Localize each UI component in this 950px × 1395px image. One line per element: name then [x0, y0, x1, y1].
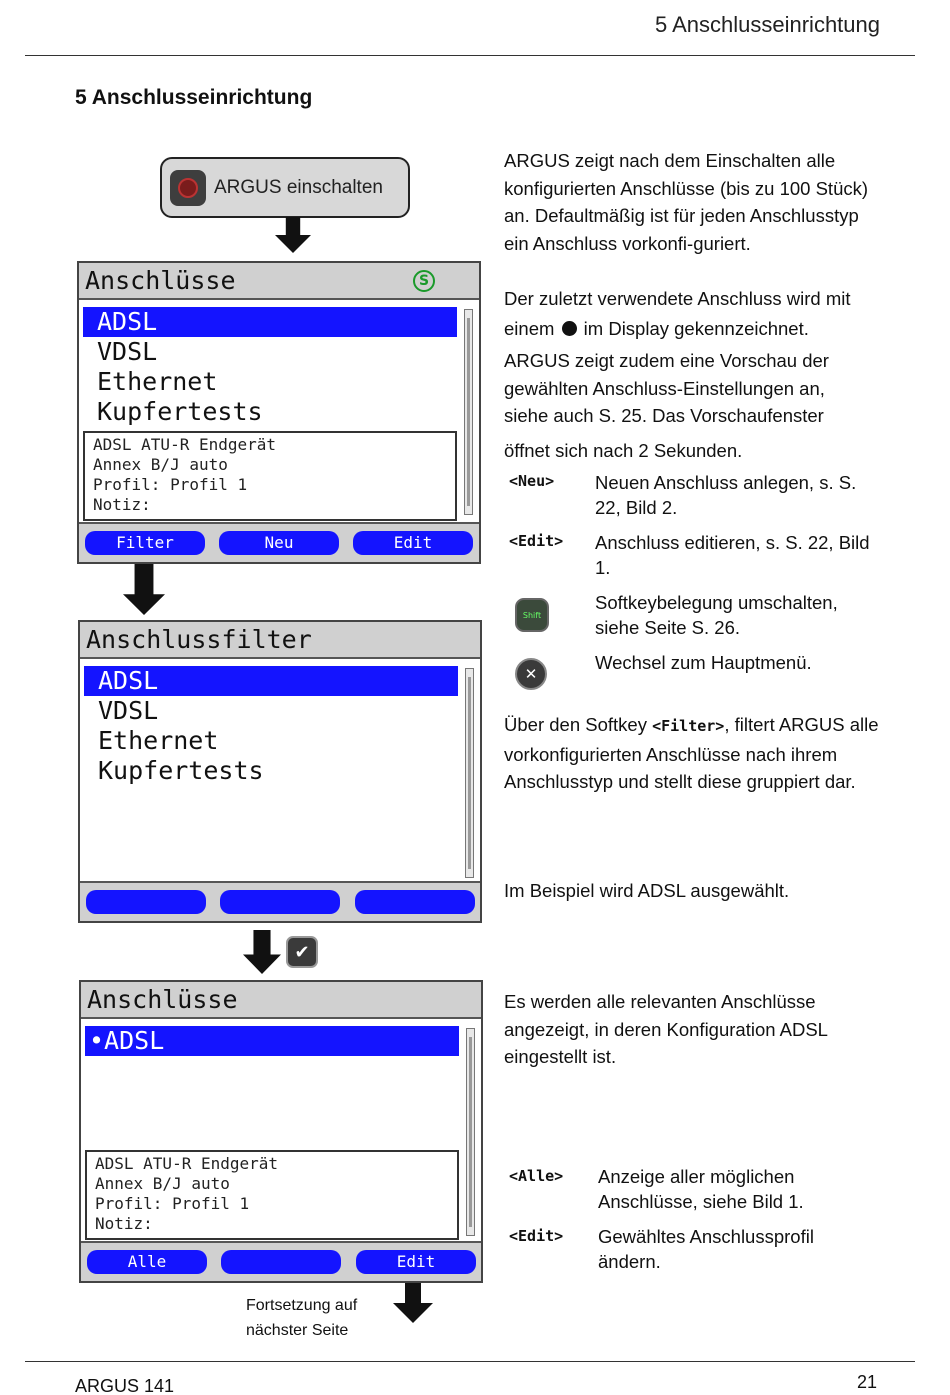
softkey-description: Softkeybelegung umschalten, siehe Seite S. 26. — [595, 592, 838, 638]
paragraph: einem im Display gekennzeichnet. — [504, 318, 809, 339]
power-callout — [160, 157, 410, 218]
header-rule — [25, 55, 915, 56]
filter-list[interactable] — [84, 666, 458, 786]
bullet-marker-icon — [562, 321, 577, 336]
list-item[interactable]: VDSL — [97, 337, 158, 366]
softkey-description: Wechsel zum Hauptmenü. — [595, 652, 812, 673]
device-screen-anschluesse-filtered — [79, 980, 483, 1283]
down-arrow-icon — [243, 930, 281, 974]
list-item[interactable]: ADSL — [84, 666, 458, 696]
section-heading: 5 Anschlusseinrichtung — [75, 86, 313, 109]
screen-title: Anschlüsse — [79, 263, 479, 300]
close-icon: ✕ — [515, 658, 547, 690]
list-item[interactable]: •ADSL — [85, 1026, 459, 1056]
softkey-alle[interactable]: Alle — [87, 1250, 207, 1274]
softkey-filter[interactable]: Filter — [85, 531, 205, 555]
softkey-left[interactable] — [86, 890, 206, 914]
power-button-icon — [170, 170, 206, 206]
softkey-edit[interactable]: Edit — [353, 531, 473, 555]
paragraph: Der zuletzt verwendete Anschluss wird mit — [504, 288, 851, 309]
softkey-description: Anzeige aller möglichen Anschlüsse, siehe Bild 1. — [598, 1166, 804, 1212]
list-item[interactable]: Kupfertests — [98, 756, 264, 785]
ok-check-icon: ✔ — [286, 936, 318, 968]
softkey-middle[interactable] — [221, 1250, 341, 1274]
softkey-label: <Alle> — [509, 1167, 564, 1185]
preview-window: ADSL ATU-R Endgerät Annex B/J auto Profil: Profil 1 Notiz: — [85, 1150, 459, 1240]
softkey-description: Neuen Anschluss anlegen, s. S. 22, Bild 2. — [595, 472, 857, 518]
down-arrow-icon — [393, 1283, 433, 1323]
softkey-label: <Edit> — [509, 1227, 564, 1245]
scrollbar[interactable] — [466, 1028, 475, 1236]
list-item[interactable]: Ethernet — [97, 367, 218, 396]
connection-list[interactable] — [83, 307, 457, 427]
softkey-description: Anschluss editieren, s. S. 22, Bild 1. — [595, 532, 870, 578]
down-arrow-icon — [274, 217, 312, 253]
screen-title: Anschlüsse — [81, 982, 481, 1019]
device-screen-anschlussfilter — [78, 620, 482, 923]
page-number: 21 — [857, 1372, 878, 1392]
softkey-bar — [79, 522, 479, 562]
paragraph: Über den Softkey <Filter>, filtert ARGUS alle vorkonfigurierten Anschlüsse nach ihrem Anschlusstyp und stellt diese gruppiert dar. — [504, 714, 879, 792]
softkey-bar — [81, 1241, 481, 1281]
power-callout-label: ARGUS einschalten — [214, 176, 383, 198]
paragraph: Es werden alle relevanten Anschlüsse angezeigt, in deren Konfiguration ADSL eingestellt ist. — [504, 991, 828, 1067]
preview-window: ADSL ATU-R Endgerät Annex B/J auto Profil: Profil 1 Notiz: — [83, 431, 457, 521]
softkey-middle[interactable] — [220, 890, 340, 914]
softkey-bar — [80, 881, 480, 921]
paragraph: ARGUS zeigt zudem eine Vorschau der gewählten Anschluss-Einstellungen an, siehe auch S. 25. Das Vorschaufenster — [504, 350, 829, 426]
device-screen-anschluesse — [77, 261, 481, 564]
shift-key-icon: Shift — [515, 598, 549, 632]
continuation-note: Fortsetzung auf nächster Seite — [246, 1297, 358, 1339]
paragraph: öffnet sich nach 2 Sekunden. — [504, 440, 743, 461]
paragraph: ARGUS zeigt nach dem Einschalten alle konfigurierten Anschlüsse (bis zu 100 Stück) an. Defaultmäßig ist für jeden Anschlusstyp ein Anschluss vorkonfi-guriert. — [504, 150, 869, 254]
scrollbar[interactable] — [465, 668, 474, 878]
softkey-right[interactable] — [355, 890, 475, 914]
softkey-edit[interactable]: Edit — [356, 1250, 476, 1274]
softkey-label: <Neu> — [509, 472, 555, 490]
down-arrow-icon — [123, 563, 165, 615]
status-s-icon: S — [413, 270, 435, 292]
footer-product: ARGUS 141 — [75, 1376, 175, 1395]
paragraph: Im Beispiel wird ADSL ausgewählt. — [504, 880, 790, 901]
softkey-label: <Edit> — [509, 532, 564, 550]
connection-list[interactable] — [85, 1026, 459, 1056]
list-item[interactable]: ADSL — [83, 307, 457, 337]
scrollbar[interactable] — [464, 309, 473, 515]
softkey-neu[interactable]: Neu — [219, 531, 339, 555]
list-item[interactable]: VDSL — [98, 696, 159, 725]
running-header: 5 Anschlusseinrichtung — [654, 12, 880, 37]
softkey-description: Gewähltes Anschlussprofil ändern. — [598, 1226, 814, 1272]
footer-rule — [25, 1361, 915, 1362]
screen-title: Anschlussfilter — [80, 622, 480, 659]
list-item[interactable]: Ethernet — [98, 726, 219, 755]
list-item[interactable]: Kupfertests — [97, 397, 263, 426]
